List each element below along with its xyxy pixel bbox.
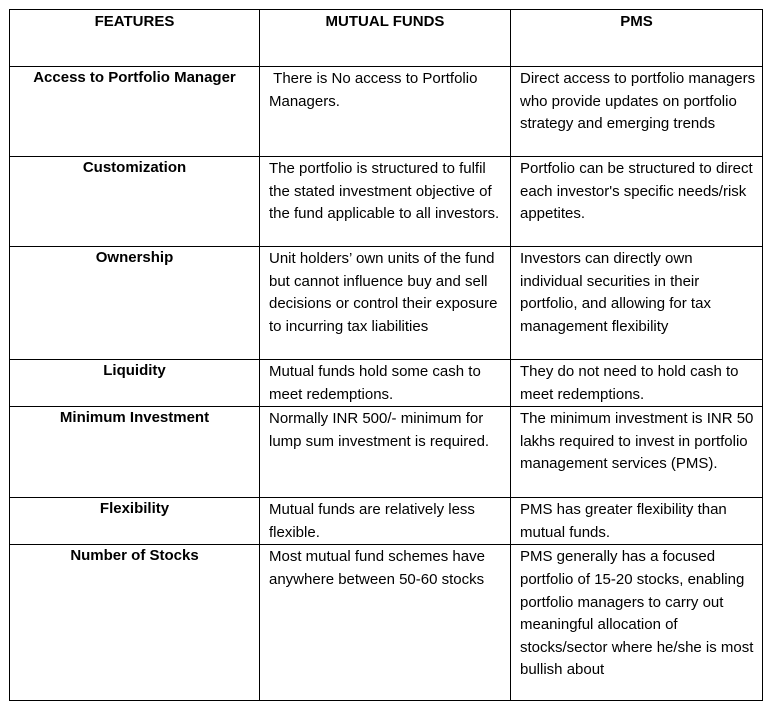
table-row-minimum-investment — [10, 407, 763, 498]
comparison-table — [9, 9, 763, 701]
table-row-customization — [10, 157, 763, 247]
feature-cell: Minimum Investment — [10, 407, 260, 498]
pms-cell: PMS has greater flexibility than mutual funds. — [511, 498, 763, 545]
pms-cell: PMS generally has a focused portfolio of 15-20 stocks, enabling portfolio managers to carry out meaningful allocation of stocks/sector where he/she is most bullish about — [511, 545, 763, 701]
feature-cell: Access to Portfolio Manager — [10, 67, 260, 157]
header-mutual-funds: MUTUAL FUNDS — [260, 10, 511, 67]
mutual-funds-cell: Most mutual fund schemes have anywhere between 50-60 stocks — [260, 545, 511, 701]
pms-cell: Investors can directly own individual securities in their portfolio, and allowing for tax management flexibility — [511, 247, 763, 360]
table-row-ownership — [10, 247, 763, 360]
table-row-number-of-stocks — [10, 545, 763, 701]
feature-cell: Ownership — [10, 247, 260, 360]
mutual-funds-cell: Mutual funds are relatively less flexible. — [260, 498, 511, 545]
mutual-funds-cell: There is No access to Portfolio Managers. — [260, 67, 511, 157]
header-pms: PMS — [511, 10, 763, 67]
pms-cell: Portfolio can be structured to direct each investor's specific needs/risk appetites. — [511, 157, 763, 247]
pms-cell: They do not need to hold cash to meet redemptions. — [511, 360, 763, 407]
table-row-access — [10, 67, 763, 157]
feature-cell: Liquidity — [10, 360, 260, 407]
feature-cell: Number of Stocks — [10, 545, 260, 701]
header-features: FEATURES — [10, 10, 260, 67]
feature-cell: Customization — [10, 157, 260, 247]
table-row-liquidity — [10, 360, 763, 407]
header-row — [10, 10, 763, 67]
table-row-flexibility — [10, 498, 763, 545]
mutual-funds-cell: Unit holders’ own units of the fund but cannot influence buy and sell decisions or control their exposure to incurring tax liabilities — [260, 247, 511, 360]
pms-cell: Direct access to portfolio managers who provide updates on portfolio strategy and emerging trends — [511, 67, 763, 157]
mutual-funds-cell: Mutual funds hold some cash to meet redemptions. — [260, 360, 511, 407]
pms-cell: The minimum investment is INR 50 lakhs required to invest in portfolio management services (PMS). — [511, 407, 763, 498]
mutual-funds-cell: The portfolio is structured to fulfil the stated investment objective of the fund applicable to all investors. — [260, 157, 511, 247]
mutual-funds-cell: Normally INR 500/- minimum for lump sum investment is required. — [260, 407, 511, 498]
feature-cell: Flexibility — [10, 498, 260, 545]
